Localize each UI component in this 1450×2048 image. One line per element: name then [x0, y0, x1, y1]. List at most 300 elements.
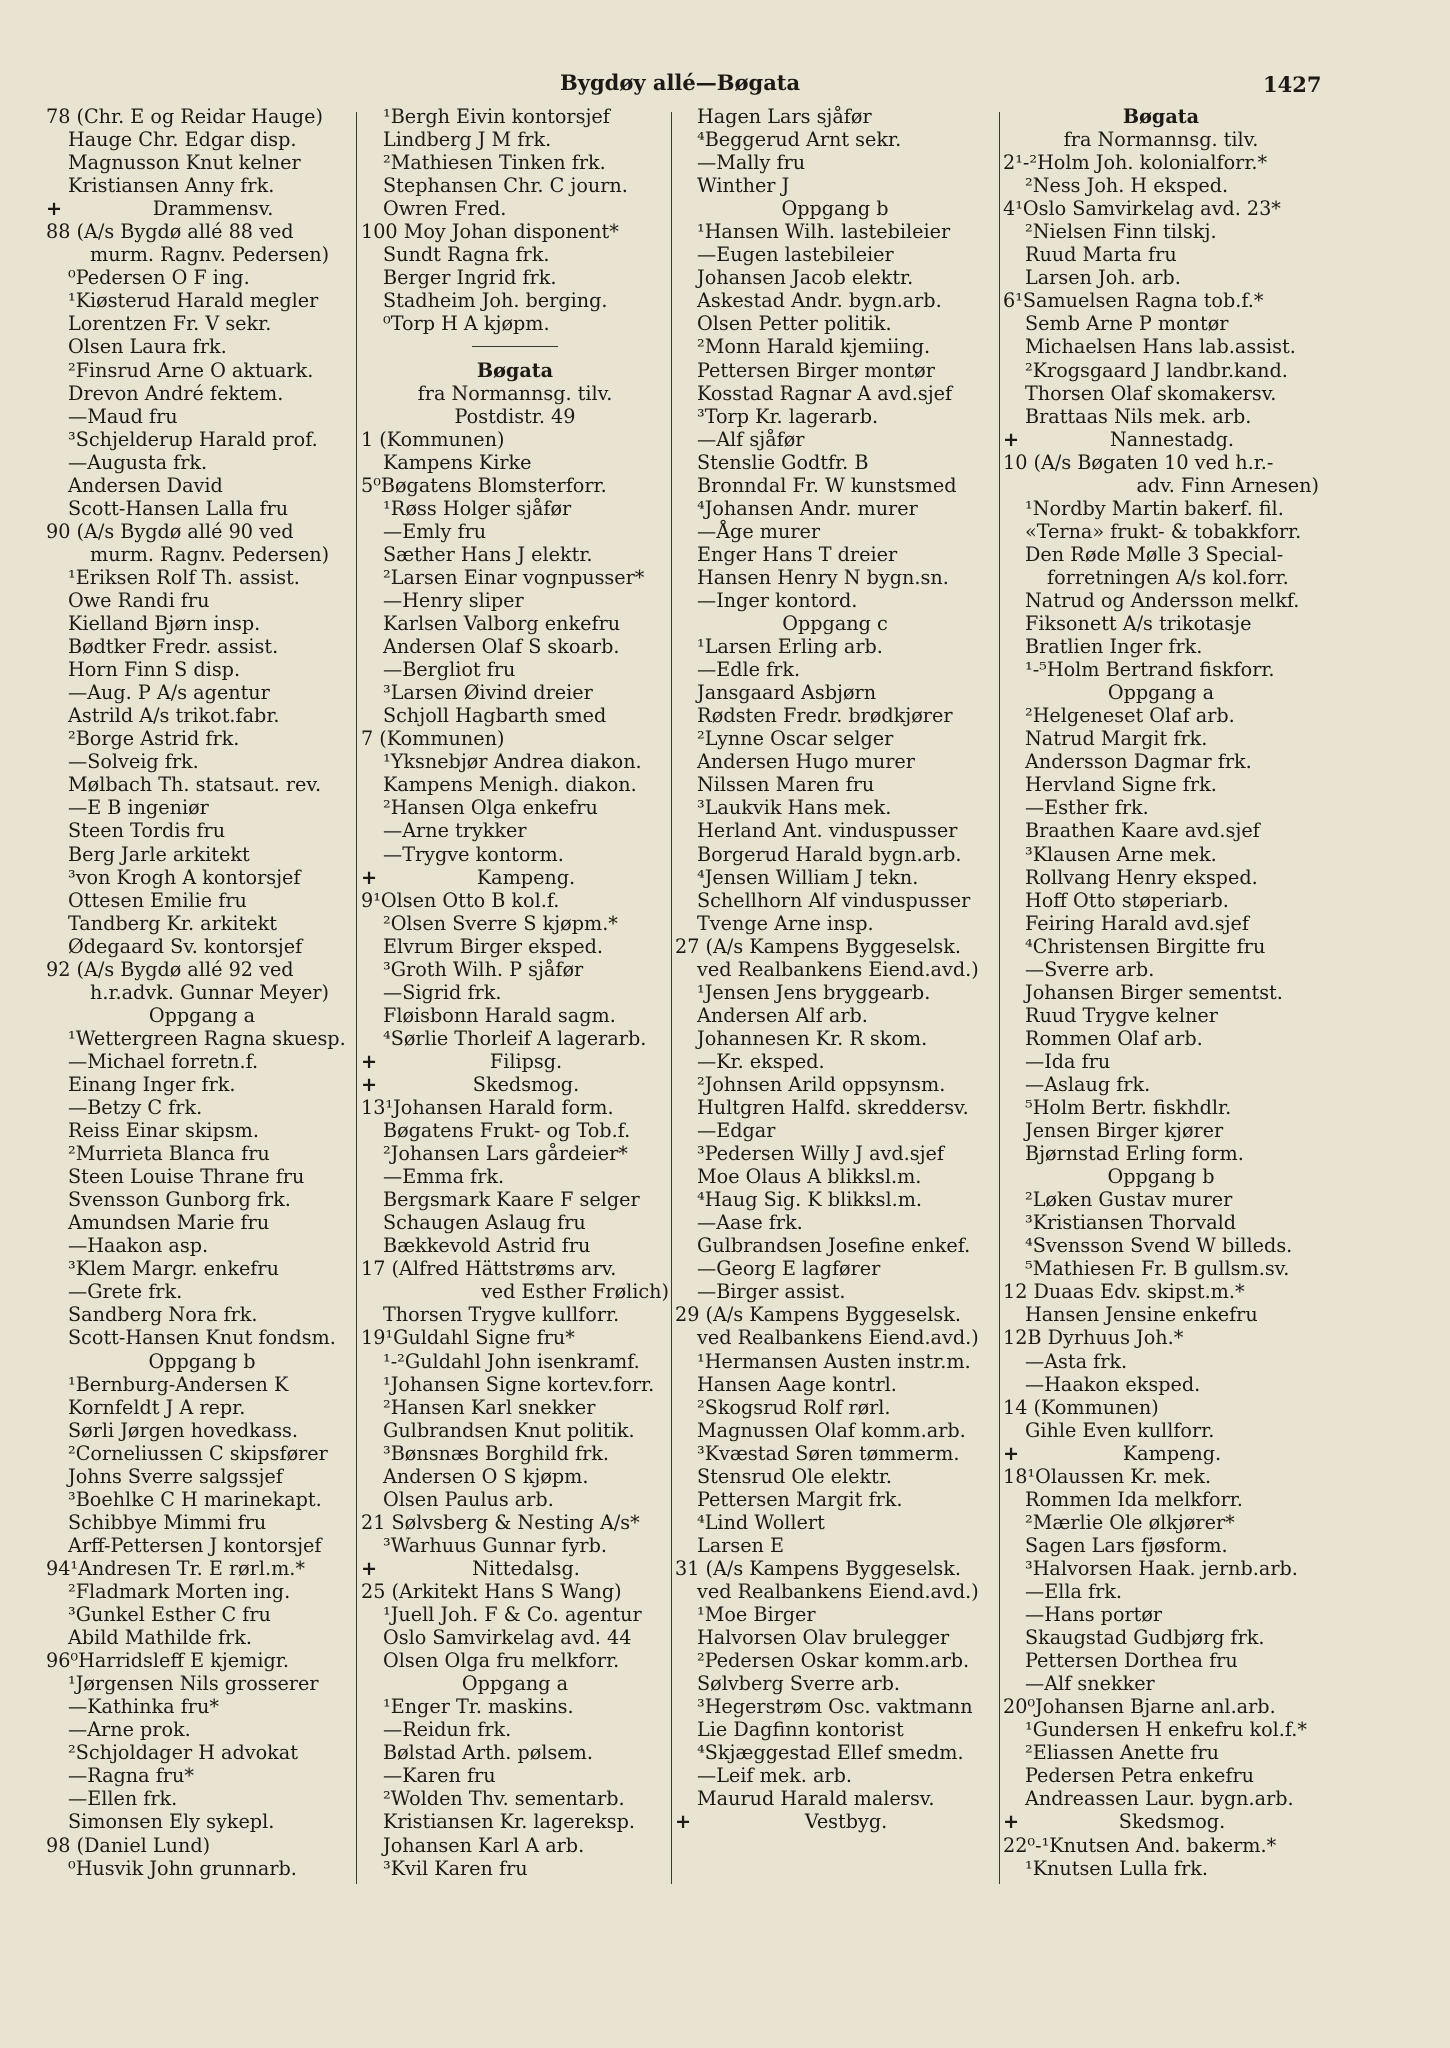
directory-entry: ³Torp Kr. lagerarb. [697, 404, 879, 428]
directory-entry: Hultgren Halfd. skreddersv. [697, 1096, 969, 1120]
directory-entry: —Haakon eksped. [1025, 1372, 1201, 1396]
directory-entry: forretningen A/s kol.forr. [1047, 565, 1289, 589]
section-subheading: Oppgang b [1107, 1165, 1215, 1189]
directory-column-3 [675, 105, 995, 1834]
directory-entry: ³Schjelderup Harald prof. [68, 427, 318, 451]
cross-street [361, 1073, 669, 1096]
directory-entry: —Ella frk. [1025, 1580, 1123, 1603]
house-number-entry: 25 (Arkitekt Hans S Wang) [361, 1580, 622, 1603]
directory-entry: ⁴Sørlie Thorleif A lagerarb. [383, 1026, 647, 1050]
directory-entry: Nilssen Maren fru [697, 773, 875, 797]
directory-entry: ³Larsen Øivind dreier [383, 681, 593, 705]
directory-entry: Scott-Hansen Knut fondsm. [68, 1326, 336, 1350]
directory-entry: —E B ingeniør [68, 796, 209, 820]
house-number-entry: 9¹Olsen Otto B kol.f. [361, 888, 560, 912]
directory-entry: Thorsen Olaf skomakersv. [1025, 381, 1277, 405]
directory-entry: —Aase frk. [697, 1211, 803, 1235]
directory-entry: Hansen Jensine enkefru [1025, 1303, 1258, 1327]
cross-street-label: Skedsmog. [472, 1072, 580, 1096]
directory-entry: —Alf sjåfør [697, 427, 805, 451]
directory-entry: ved Realbankens Eiend.avd.) [697, 1580, 979, 1603]
directory-entry: —Trygve kontorm. [383, 842, 564, 866]
section-subheading: Oppgang a [148, 1003, 256, 1027]
directory-entry: Johns Sverre salgssjef [68, 1464, 283, 1488]
directory-entry: ¹Bernburg-Andersen K [68, 1372, 289, 1396]
cross-street-label: Drammensv. [152, 197, 274, 221]
directory-entry: —Aslaug frk. [1025, 1072, 1151, 1096]
house-number-entry: 14 (Kommunen) [1003, 1395, 1159, 1419]
directory-entry: ¹Jørgensen Nils grosserer [68, 1672, 319, 1696]
directory-entry: Magnussen Olaf komm.arb. [697, 1418, 966, 1442]
directory-entry: Bergsmark Kaare F selger [383, 1188, 640, 1212]
directory-entry: ²Monn Harald kjemiing. [697, 335, 931, 359]
directory-entry: —Augusta frk. [68, 450, 208, 474]
directory-entry: ¹Bergh Eivin kontorsjef [383, 105, 610, 128]
house-number-entry: 100 Moy Johan disponent* [361, 220, 619, 244]
directory-entry: Kristiansen Kr. lagereksp. [383, 1810, 635, 1834]
directory-entry: ¹Knutsen Lulla frk. [1025, 1856, 1209, 1880]
directory-entry: Andersen Olaf S skoarb. [383, 635, 620, 659]
directory-entry: ¹Kiøsterud Harald megler [68, 289, 319, 313]
directory-entry: ³Kvil Karen fru [383, 1856, 528, 1880]
house-number-entry: 96⁰Harridsleff E kjemigr. [46, 1649, 289, 1673]
house-number-entry: 90 (A/s Bygdø allé 90 ved [46, 519, 294, 543]
directory-entry: Brattaas Nils mek. arb. [1025, 404, 1252, 428]
directory-entry: ⁴Haug Sig. K blikksl.m. [697, 1188, 922, 1212]
directory-entry: Stephansen Chr. C journ. [383, 174, 628, 198]
directory-entry: Steen Tordis fru [68, 819, 226, 843]
directory-entry: Lorentzen Fr. V sekr. [68, 312, 272, 336]
directory-entry: Natrud Margit frk. [1025, 727, 1208, 751]
cross-street-icon: + [1003, 1441, 1020, 1465]
directory-entry: Skaugstad Gudbjørg frk. [1025, 1626, 1265, 1650]
house-number-entry: 21 Sølvsberg & Nesting A/s* [361, 1510, 640, 1534]
directory-entry: Sundt Ragna frk. [383, 243, 550, 267]
directory-entry: Fløisbonn Harald sagm. [383, 1003, 616, 1027]
directory-entry: ³Klem Margr. enkefru [68, 1257, 279, 1281]
directory-entry: Kristiansen Anny frk. [68, 174, 275, 198]
directory-entry: ³von Krogh A kontorsjef [68, 865, 301, 889]
directory-entry: Andersen O S kjøpm. [383, 1464, 589, 1488]
house-number-entry: 20⁰Johansen Bjarne anl.arb. [1003, 1695, 1276, 1719]
directory-entry: ved Esther Frølich) [480, 1280, 669, 1304]
directory-entry: Feiring Harald avd.sjef [1025, 911, 1250, 935]
directory-entry: Stensrud Ole elektr. [697, 1464, 892, 1488]
directory-entry: Johansen Karl A arb. [383, 1833, 585, 1857]
directory-entry: ³Kristiansen Thorvald [1025, 1211, 1237, 1235]
directory-entry: Askestad Andr. bygn.arb. [697, 289, 942, 313]
directory-entry: ⁰Torp H A kjøpm. [383, 312, 550, 336]
directory-entry: —Alf snekker [1025, 1672, 1155, 1696]
directory-entry: —Henry sliper [383, 588, 524, 612]
cross-street-label: Skedsmog. [1118, 1810, 1226, 1834]
directory-entry: —Aug. P A/s agentur [68, 681, 270, 705]
directory-entry: —Kr. eksped. [697, 1049, 825, 1073]
directory-entry: Scott-Hansen Lalla fru [68, 496, 289, 520]
directory-entry: ⁴Johansen Andr. murer [697, 496, 918, 520]
directory-entry: —Ragna fru* [68, 1764, 194, 1788]
directory-entry: —Kathinka fru* [68, 1695, 219, 1719]
directory-entry: Abild Mathilde frk. [68, 1626, 252, 1650]
directory-entry: Jansgaard Asbjørn [697, 681, 877, 705]
house-number-entry: 4¹Oslo Samvirkelag avd. 23* [1003, 197, 1281, 221]
directory-entry: Steen Louise Thrane fru [68, 1165, 305, 1189]
directory-entry: Schellhorn Alf vinduspusser [697, 888, 971, 912]
section-subheading: fra Normannsg. tilv. [417, 381, 613, 405]
house-number-entry: 1 (Kommunen) [361, 427, 505, 451]
directory-entry: «Terna» frukt- & tobakkforr. [1025, 519, 1302, 543]
directory-entry: ¹Gundersen H enkefru kol.f.* [1025, 1718, 1307, 1742]
directory-entry: Bøgatens Frukt- og Tob.f. [383, 1119, 631, 1143]
directory-entry: ²Helgeneset Olaf arb. [1025, 704, 1235, 728]
directory-entry: Sæther Hans J elektr. [383, 542, 593, 566]
directory-entry: ved Realbankens Eiend.avd.) [697, 957, 979, 981]
directory-entry: Ottesen Emilie fru [68, 888, 247, 912]
directory-entry: Michaelsen Hans lab.assist. [1025, 335, 1296, 359]
directory-entry: Bjørnstad Erling form. [1025, 1142, 1244, 1166]
directory-column-4 [1003, 105, 1319, 1880]
directory-entry: —Emly fru [383, 519, 487, 543]
directory-entry: Astrild A/s trikot.fabr. [68, 704, 280, 728]
directory-entry: Berg Jarle arkitekt [68, 842, 250, 866]
directory-entry: Schaugen Aslaug fru [383, 1211, 586, 1235]
directory-entry: Hagen Lars sjåfør [697, 105, 872, 128]
house-number-entry: 88 (A/s Bygdø allé 88 ved [46, 220, 294, 244]
directory-entry: —Arne trykker [383, 819, 527, 843]
cross-street-icon: + [361, 1049, 378, 1073]
directory-entry: —Maud fru [68, 404, 178, 428]
cross-street-icon: + [46, 197, 63, 221]
directory-entry: Thorsen Trygve kullforr. [383, 1303, 620, 1327]
directory-entry: —Leif mek. arb. [697, 1764, 852, 1788]
directory-entry: —Karen fru [383, 1764, 496, 1788]
directory-entry: Hansen Aage kontrl. [697, 1372, 897, 1396]
directory-entry: ²Pedersen Oskar komm.arb. [697, 1649, 970, 1673]
directory-entry: Einang Inger frk. [68, 1072, 236, 1096]
directory-entry: ²Murrieta Blanca fru [68, 1142, 270, 1166]
directory-entry: ⁰Pedersen O F ing. [68, 266, 250, 290]
directory-entry: Kornfeldt J A repr. [68, 1395, 246, 1419]
cross-street-icon: + [675, 1810, 692, 1834]
directory-entry: ²Borge Astrid frk. [68, 727, 240, 751]
directory-entry: ²Corneliussen C skipsfører [68, 1441, 328, 1465]
directory-entry: Lie Dagfinn kontorist [697, 1718, 904, 1742]
directory-column-1 [46, 105, 358, 1880]
column-divider [356, 112, 357, 1884]
cross-street-icon: + [361, 1072, 378, 1096]
directory-entry: Johansen Jacob elektr. [697, 266, 914, 290]
directory-entry: ³Hegerstrøm Osc. vaktmann [697, 1695, 973, 1719]
directory-entry: ²Skogsrud Rolf rørl. [697, 1395, 891, 1419]
cross-street [361, 866, 669, 889]
directory-entry: ⁴Christensen Birgitte fru [1025, 934, 1266, 958]
directory-entry: ¹Røss Holger sjåfør [383, 496, 572, 520]
directory-entry: Stenslie Godtfr. B [697, 450, 869, 474]
directory-entry: ⁴Lind Wollert [697, 1510, 825, 1534]
cross-street [675, 1810, 995, 1833]
directory-entry: Johannesen Kr. R skom. [697, 1026, 928, 1050]
directory-entry: ¹Juell Joh. F & Co. agentur [383, 1603, 642, 1627]
section-subheading: Oppgang b [781, 197, 889, 221]
directory-entry: Andersson Dagmar frk. [1025, 750, 1252, 774]
directory-entry: Kampens Kirke [383, 450, 532, 474]
directory-entry: Amundsen Marie fru [68, 1211, 270, 1235]
directory-entry: ¹Larsen Erling arb. [697, 635, 883, 659]
directory-entry: Kosstad Ragnar A avd.sjef [697, 381, 953, 405]
cross-street-label: Kampeng. [476, 865, 576, 889]
directory-entry: Ruud Marta fru [1025, 243, 1177, 267]
directory-entry: ³Gunkel Esther C fru [68, 1603, 271, 1627]
directory-entry: Svensson Gunborg frk. [68, 1188, 291, 1212]
directory-entry: —Åge murer [697, 519, 821, 543]
page-header [0, 68, 1450, 108]
cross-street [46, 197, 358, 220]
directory-entry: Braathen Kaare avd.sjef [1025, 819, 1260, 843]
house-number-entry: 12 Duaas Edv. skipst.m.* [1003, 1280, 1245, 1304]
directory-entry: ³Klausen Arne mek. [1025, 842, 1217, 866]
directory-entry: Den Røde Mølle 3 Special- [1025, 542, 1284, 566]
directory-entry: ²Johnsen Arild oppsynsm. [697, 1072, 946, 1096]
directory-entry: Simonsen Ely sykepl. [68, 1810, 275, 1834]
directory-entry: ¹-⁵Holm Bertrand fiskforr. [1025, 658, 1275, 682]
directory-entry: ⁰Husvik John grunnarb. [68, 1856, 297, 1880]
directory-entry: ²Hansen Karl snekker [383, 1395, 596, 1419]
house-number-entry: 92 (A/s Bygdø allé 92 ved [46, 957, 294, 981]
directory-entry: Pettersen Birger montør [697, 358, 935, 382]
directory-entry: ²Wolden Thv. sementarb. [383, 1787, 625, 1811]
directory-entry: —Bergliot fru [383, 658, 516, 682]
house-number-entry: 2¹-²Holm Joh. kolonialforr.* [1003, 151, 1268, 175]
cross-street-icon: + [361, 865, 378, 889]
directory-entry: ³Bønsnæs Borghild frk. [383, 1441, 610, 1465]
directory-entry: Hoff Otto støperiarb. [1025, 888, 1229, 912]
house-number-entry: 78 (Chr. E og Reidar Hauge) [46, 105, 323, 128]
directory-entry: —Haakon asp. [68, 1234, 209, 1258]
directory-entry: Rollvang Henry eksped. [1025, 865, 1258, 889]
house-number-entry: 17 (Alfred Hättstrøms arv. [361, 1257, 617, 1281]
directory-entry: ⁴Svensson Svend W billeds. [1025, 1234, 1293, 1258]
directory-entry: ¹Eriksen Rolf Th. assist. [68, 565, 300, 589]
directory-entry: —Reidun frk. [383, 1718, 512, 1742]
directory-entry: —Mally fru [697, 151, 806, 175]
directory-entry: Bødtker Fredr. assist. [68, 635, 279, 659]
directory-entry: Schibbye Mimmi fru [68, 1510, 267, 1534]
directory-entry: ²Mathiesen Tinken frk. [383, 151, 606, 175]
directory-entry: Tandberg Kr. arkitekt [68, 911, 277, 935]
directory-entry: ²Lynne Oscar selger [697, 727, 894, 751]
directory-entry: ²Hansen Olga enkefru [383, 796, 598, 820]
directory-entry: Tvenge Arne insp. [697, 911, 874, 935]
directory-entry: murm. Ragnv. Pedersen) [90, 542, 330, 566]
directory-entry: Olsen Paulus arb. [383, 1487, 554, 1511]
directory-entry: h.r.advk. Gunnar Meyer) [90, 980, 329, 1004]
directory-entry: Olsen Laura frk. [68, 335, 227, 359]
cross-street-label: Kampeng. [1122, 1441, 1222, 1465]
cross-street [1003, 1442, 1319, 1465]
section-divider [361, 335, 669, 358]
section-subheading: Postdistr. 49 [454, 404, 576, 428]
directory-entry: —Eugen lastebileier [697, 243, 894, 267]
directory-entry: Olsen Olga fru melkforr. [383, 1649, 620, 1673]
directory-entry: Gihle Even kullforr. [1025, 1418, 1215, 1442]
directory-entry: Hansen Henry N bygn.sn. [697, 565, 949, 589]
directory-entry: —Michael forretn.f. [68, 1049, 259, 1073]
directory-entry: Fiksonett A/s trikotasje [1025, 612, 1252, 636]
house-number-entry: 6¹Samuelsen Ragna tob.f.* [1003, 289, 1264, 313]
directory-entry: Gulbrandsen Knut politik. [383, 1418, 635, 1442]
directory-entry: Sandberg Nora frk. [68, 1303, 258, 1327]
cross-street [1003, 1810, 1319, 1833]
directory-entry: Elvrum Birger eksped. [383, 934, 603, 958]
house-number-entry: 94¹Andresen Tr. E rørl.m.* [46, 1556, 305, 1580]
directory-entry: ¹Yksnebjør Andrea diakon. [383, 750, 642, 774]
house-number-entry: 29 (A/s Kampens Byggeselsk. [675, 1303, 961, 1327]
directory-entry: Owren Fred. [383, 197, 507, 221]
directory-entry: Maurud Harald malersv. [697, 1787, 935, 1811]
directory-entry: ³Boehlke C H marinekapt. [68, 1487, 322, 1511]
directory-entry: ²Ness Joh. H eksped. [1025, 174, 1229, 198]
directory-entry: Rommen Ida melkforr. [1025, 1487, 1243, 1511]
directory-entry: ³Laukvik Hans mek. [697, 796, 892, 820]
page-number: 1427 [1263, 72, 1322, 97]
directory-entry: Rommen Olaf arb. [1025, 1026, 1203, 1050]
directory-entry: Natrud og Andersson melkf. [1025, 588, 1300, 612]
directory-entry: Mølbach Th. statsaut. rev. [68, 773, 322, 797]
directory-entry: ⁴Skjæggestad Ellef smedm. [697, 1741, 964, 1765]
directory-entry: ³Groth Wilh. P sjåfør [383, 957, 584, 981]
cross-street-label: Nittedalsg. [472, 1556, 580, 1580]
section-subheading: Oppgang a [461, 1672, 569, 1696]
directory-entry: Owe Randi fru [68, 588, 210, 612]
directory-entry: —Ellen frk. [68, 1787, 178, 1811]
directory-entry: —Esther frk. [1025, 796, 1149, 820]
directory-entry: Bølstad Arth. pølsem. [383, 1741, 593, 1765]
directory-entry: —Grete frk. [68, 1280, 183, 1304]
directory-entry: ³Halvorsen Haak. jernb.arb. [1025, 1556, 1298, 1580]
directory-entry: Oslo Samvirkelag avd. 44 [383, 1626, 632, 1650]
directory-entry: Kielland Bjørn insp. [68, 612, 261, 636]
cross-street [1003, 428, 1319, 451]
directory-entry: ¹Nordby Martin bakerf. fil. [1025, 496, 1284, 520]
directory-entry: Borgerud Harald bygn.arb. [697, 842, 962, 866]
house-number-entry: 98 (Daniel Lund) [46, 1833, 211, 1857]
house-number-entry: 27 (A/s Kampens Byggeselsk. [675, 934, 961, 958]
directory-entry: Lindberg J M frk. [383, 128, 552, 152]
street-heading: Bøgata [1122, 105, 1200, 128]
directory-entry: Herland Ant. vinduspusser [697, 819, 958, 843]
directory-entry: ³Pedersen Willy J avd.sjef [697, 1142, 945, 1166]
directory-entry: Bækkevold Astrid fru [383, 1234, 591, 1258]
house-number-entry: 7 (Kommunen) [361, 727, 505, 751]
directory-entry: Larsen E [697, 1533, 785, 1557]
directory-entry: —Betzy C frk. [68, 1096, 203, 1120]
column-divider [999, 112, 1000, 1884]
directory-entry: Semb Arne P montør [1025, 312, 1229, 336]
directory-entry: Pedersen Petra enkefru [1025, 1764, 1255, 1788]
directory-entry: Andersen Alf arb. [697, 1003, 868, 1027]
directory-entry: —Inger kontord. [697, 588, 858, 612]
directory-entry: adv. Finn Arnesen) [1136, 473, 1319, 497]
directory-entry: ²Larsen Einar vognpusser* [383, 565, 645, 589]
directory-entry: ³Warhuus Gunnar fyrb. [383, 1533, 607, 1557]
directory-entry: —Georg E lagfører [697, 1257, 881, 1281]
directory-entry: Moe Olaus A blikksl.m. [697, 1165, 922, 1189]
street-heading: Bøgata [476, 358, 554, 382]
directory-entry: Rødsten Fredr. brødkjører [697, 704, 953, 728]
house-number-entry: 5⁰Bøgatens Blomsterforr. [361, 473, 607, 497]
directory-entry: Halvorsen Olav brulegger [697, 1626, 950, 1650]
directory-entry: ¹Jensen Jens bryggearb. [697, 980, 931, 1004]
directory-entry: Pettersen Margit frk. [697, 1487, 903, 1511]
directory-entry: murm. Ragnv. Pedersen) [90, 243, 330, 267]
house-number-entry: 31 (A/s Kampens Byggeselsk. [675, 1556, 961, 1580]
directory-entry: Horn Finn S disp. [68, 658, 241, 682]
section-subheading: Oppgang b [148, 1349, 256, 1373]
directory-entry: Andersen David [68, 473, 223, 497]
directory-entry: —Arne prok. [68, 1718, 191, 1742]
column-divider [671, 112, 672, 1884]
directory-entry: Pettersen Dorthea fru [1025, 1649, 1238, 1673]
directory-entry: Kampens Menigh. diakon. [383, 773, 637, 797]
directory-entry: Gulbrandsen Josefine enkef. [697, 1234, 971, 1258]
directory-entry: —Hans portør [1025, 1603, 1163, 1627]
directory-entry: Schjoll Hagbarth smed [383, 704, 607, 728]
section-subheading: Oppgang c [782, 612, 888, 636]
directory-entry: Magnusson Knut kelner [68, 151, 301, 175]
cross-street-icon: + [1003, 1810, 1020, 1834]
directory-entry: Stadheim Joh. berging. [383, 289, 608, 313]
cross-street-label: Nannestadg. [1110, 427, 1234, 451]
cross-street [361, 1050, 669, 1073]
directory-entry: ²Mærlie Ole ølkjører* [1025, 1510, 1235, 1534]
house-number-entry: 12B Dyrhuus Joh.* [1003, 1326, 1184, 1350]
directory-entry: Andersen Hugo murer [697, 750, 915, 774]
house-number-entry: 22⁰-¹Knutsen And. bakerm.* [1003, 1833, 1277, 1857]
cross-street-icon: + [361, 1556, 378, 1580]
directory-entry: Reiss Einar skipsm. [68, 1119, 259, 1143]
directory-entry: Arff-Pettersen J kontorsjef [68, 1533, 322, 1557]
directory-entry: Karlsen Valborg enkefru [383, 612, 621, 636]
page-title: Bygdøy allé—Bøgata [560, 70, 801, 95]
directory-entry: Hervland Signe frk. [1025, 773, 1217, 797]
directory-entry: ²Nielsen Finn tilskj. [1025, 220, 1217, 244]
directory-entry: Sølvberg Sverre arb. [697, 1672, 900, 1696]
directory-entry: —Sigrid frk. [383, 980, 502, 1004]
house-number-entry: 18¹Olaussen Kr. mek. [1003, 1464, 1212, 1488]
cross-street-icon: + [1003, 427, 1020, 451]
directory-entry: —Sverre arb. [1025, 957, 1155, 981]
directory-entry: —Emma frk. [383, 1165, 505, 1189]
section-subheading: fra Normannsg. tilv. [1063, 128, 1259, 152]
directory-entry: ved Realbankens Eiend.avd.) [697, 1326, 979, 1350]
directory-entry: Hauge Chr. Edgar disp. [68, 128, 297, 152]
directory-entry: —Solveig frk. [68, 750, 199, 774]
directory-entry: —Edgar [697, 1119, 776, 1143]
directory-entry: Andreassen Laur. bygn.arb. [1025, 1787, 1294, 1811]
house-number-entry: 10 (A/s Bøgaten 10 ved h.r.- [1003, 450, 1274, 474]
directory-entry: Johansen Birger sementst. [1025, 980, 1283, 1004]
house-number-entry: 13¹Johansen Harald form. [361, 1096, 614, 1120]
directory-entry: Drevon André fektem. [68, 381, 284, 405]
directory-entry: ²Eliassen Anette fru [1025, 1741, 1219, 1765]
directory-entry: ¹Hansen Wilh. lastebileier [697, 220, 951, 244]
directory-entry: ²Løken Gustav murer [1025, 1188, 1233, 1212]
house-number-entry: 19¹Guldahl Signe fru* [361, 1326, 575, 1350]
directory-entry: Olsen Petter politik. [697, 312, 892, 336]
directory-entry: —Edle frk. [697, 658, 801, 682]
directory-entry: Bronndal Fr. W kunstsmed [697, 473, 957, 497]
directory-entry: Berger Ingrid frk. [383, 266, 557, 290]
